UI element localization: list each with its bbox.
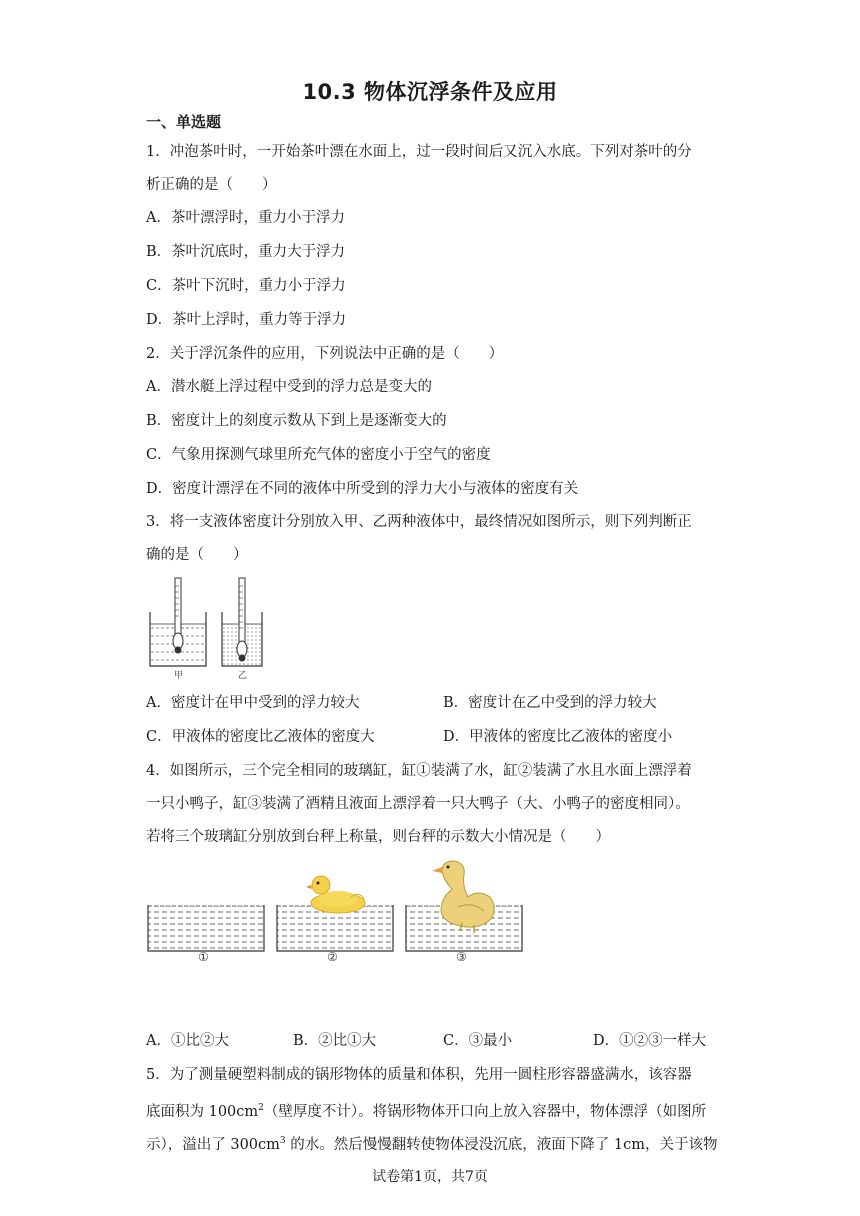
q5-line1: 5．为了测量硬塑料制成的锅形物体的质量和体积，先用一圆柱形容器盛满水，该容器 — [146, 1067, 692, 1083]
q1-option-d: D．茶叶上浮时，重力等于浮力 — [146, 312, 347, 328]
q5-line2-part-b: （壁厚度不计）。将锅形物体开口向上放入容器中，物体漂浮（如图所 — [263, 1103, 707, 1120]
q4-stem-line3: 若将三个玻璃缸分别放到台秤上称量，则台秤的示数大小情况是（ ） — [146, 829, 610, 845]
q5-line3-sup: 3 — [279, 1136, 286, 1146]
q2-option-b: B．密度计上的刻度示数从下到上是逐渐变大的 — [146, 413, 447, 429]
q4-option-c: C．③最小 — [443, 1033, 513, 1049]
q4-option-b: B．②比①大 — [293, 1033, 377, 1049]
hydrometer-figure — [146, 574, 266, 684]
q5-line2-sup: 2 — [258, 1103, 264, 1113]
q2-option-a: A．潜水艇上浮过程中受到的浮力总是变大的 — [146, 379, 432, 395]
label-tank-1: ① — [198, 950, 209, 961]
q3-option-c: C．甲液体的密度比乙液体的密度大 — [146, 729, 375, 745]
q2-option-d: D．密度计漂浮在不同的液体中所受到的浮力大小与液体的密度有关 — [146, 481, 579, 497]
q1-option-b: B．茶叶沉底时，重力大于浮力 — [146, 244, 346, 260]
q4-stem-line1: 4．如图所示，三个完全相同的玻璃缸，缸①装满了水，缸②装满了水且水面上漂浮着 — [146, 763, 692, 779]
q1-option-c: C．茶叶下沉时，重力小于浮力 — [146, 278, 346, 294]
page-footer: 试卷第1页，共7页 — [372, 1169, 488, 1185]
container-jia — [150, 578, 206, 666]
q5-line3-part-a: 示），溢出了 300cm — [146, 1136, 280, 1153]
page-title: 10.3 物体沉浮条件及应用 — [302, 80, 558, 104]
q3-stem-line1: 3．将一支液体密度计分别放入甲、乙两种液体中，最终情况如图所示，则下列判断正 — [146, 514, 692, 530]
label-jia: 甲 — [174, 671, 184, 681]
container-yi — [222, 578, 262, 666]
q3-stem-line2: 确的是（ ） — [146, 547, 248, 563]
small-duck-icon — [306, 876, 365, 913]
tank-1 — [148, 905, 264, 951]
q3-option-a: A．密度计在甲中受到的浮力较大 — [146, 695, 360, 711]
tanks-figure — [146, 855, 528, 961]
section-heading: 一、单选题 — [146, 113, 222, 131]
q5-line2 — [146, 1098, 706, 1122]
q4-option-a: A．①比②大 — [146, 1033, 229, 1049]
q3-option-b: B．密度计在乙中受到的浮力较大 — [443, 695, 657, 711]
q4-option-d: D．①②③一样大 — [593, 1033, 707, 1049]
q3-option-d: D．甲液体的密度比乙液体的密度小 — [443, 729, 673, 745]
q5-line3-part-b: 的水。然后慢慢翻转使物体浸没沉底，液面下降了 1cm，关于该物 — [285, 1136, 718, 1153]
label-tank-2: ② — [327, 950, 338, 961]
label-yi: 乙 — [238, 671, 248, 681]
q5-line3 — [146, 1131, 717, 1155]
q5-line2-part-a: 底面积为 100cm — [146, 1103, 259, 1120]
q1-option-a: A．茶叶漂浮时，重力小于浮力 — [146, 210, 345, 226]
q2-stem: 2．关于浮沉条件的应用，下列说法中正确的是（ ） — [146, 346, 504, 362]
label-tank-3: ③ — [456, 950, 467, 961]
q1-stem-line2: 析正确的是（ ） — [146, 177, 277, 193]
q4-stem-line2: 一只小鸭子，缸③装满了酒精且液面上漂浮着一只大鸭子（大、小鸭子的密度相同）。 — [146, 796, 690, 812]
q2-option-c: C．气象用探测气球里所充气体的密度小于空气的密度 — [146, 447, 491, 463]
q1-stem-line1: 1．冲泡茶叶时，一开始茶叶漂在水面上，过一段时间后又沉入水底。下列对茶叶的分 — [146, 144, 692, 160]
